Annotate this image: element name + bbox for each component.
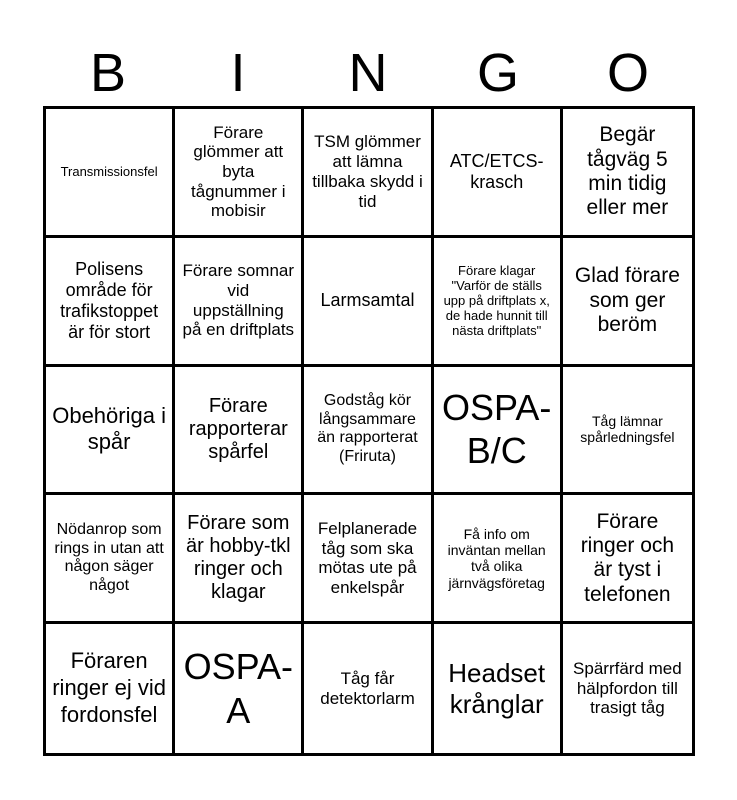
bingo-cell: ATC/ETCS-krasch xyxy=(434,109,563,238)
bingo-cell: Godståg kör långsammare än rapporterat (Friruta) xyxy=(304,367,433,496)
bingo-cell: Förare rapporterar spårfel xyxy=(175,367,304,496)
header-letter-n: N xyxy=(348,43,388,103)
bingo-cell: Tåg lämnar spårledningsfel xyxy=(563,367,692,496)
bingo-cell: Nödanrop som rings in utan att någon säger något xyxy=(46,495,175,624)
bingo-cell: Föraren ringer ej vid fordonsfel xyxy=(46,624,175,753)
bingo-cell: OSPA-A xyxy=(175,624,304,753)
bingo-cell: Larmsamtal xyxy=(304,238,433,367)
bingo-cell: Tåg får detektorlarm xyxy=(304,624,433,753)
header-letter-i: I xyxy=(230,43,246,103)
bingo-cell: Transmissionsfel xyxy=(46,109,175,238)
bingo-cell: Polisens område för trafikstoppet är för stort xyxy=(46,238,175,367)
bingo-grid xyxy=(43,106,695,756)
bingo-cell: Begär tågväg 5 min tidig eller mer xyxy=(563,109,692,238)
bingo-cell: Förare klagar "Varför de ställs upp på driftplats x, de hade hunnit till nästa driftplats" xyxy=(434,238,563,367)
bingo-cell: Få info om inväntan mellan två olika järnvägsföretag xyxy=(434,495,563,624)
bingo-cell: Förare somnar vid uppställning på en driftplats xyxy=(175,238,304,367)
bingo-cell: Felplanerade tåg som ska mötas ute på enkelspår xyxy=(304,495,433,624)
bingo-cell: TSM glömmer att lämna tillbaka skydd i tid xyxy=(304,109,433,238)
header-letter-g: G xyxy=(476,43,519,103)
bingo-cell: Headset krånglar xyxy=(434,624,563,753)
bingo-cell: Obehöriga i spår xyxy=(46,367,175,496)
bingo-cell: Förare ringer och är tyst i telefonen xyxy=(563,495,692,624)
bingo-header xyxy=(43,40,695,106)
bingo-cell: Förare som är hobby-tkl ringer och klagar xyxy=(175,495,304,624)
bingo-cell: OSPA-B/C xyxy=(434,367,563,496)
bingo-cell: Förare glömmer att byta tågnummer i mobisir xyxy=(175,109,304,238)
bingo-cell: Spärrfärd med hälpfordon till trasigt tåg xyxy=(573,659,682,718)
bingo-cell: Glad förare som ger beröm xyxy=(563,238,692,367)
header-letter-o: O xyxy=(606,43,649,103)
header-letter-b: B xyxy=(89,43,127,103)
